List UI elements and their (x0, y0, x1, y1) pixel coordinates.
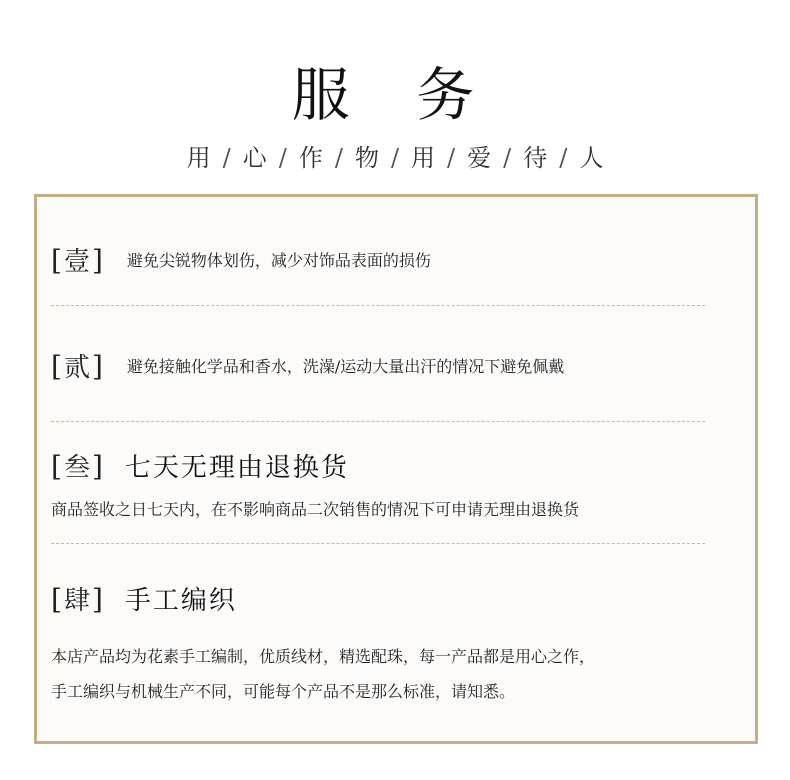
section-heading: 七天无理由退换货 (124, 453, 349, 483)
section-3 (51, 447, 741, 527)
section-number-badge: [贰] (51, 350, 105, 383)
service-panel (34, 194, 758, 744)
subtitle-char: 爱 (467, 144, 492, 172)
section-body-line: 手工编织与机械生产不同，可能每个产品不是那么标准，请知悉。 (51, 682, 516, 701)
section-text: 避免接触化学品和香水，洗澡/运动大量出汗的情况下避免佩戴 (126, 357, 565, 376)
section-number-badge: [叁] (51, 450, 105, 483)
subtitle-char: 人 (579, 144, 604, 172)
dashed-divider (51, 543, 705, 544)
section-number-badge: [壹] (51, 244, 105, 277)
subtitle-separator: / (503, 144, 512, 172)
subtitle-char: 作 (298, 144, 323, 172)
section-number-badge: [肆] (51, 583, 105, 616)
subtitle-separator: / (447, 144, 456, 172)
subtitle-char: 用 (411, 144, 436, 172)
subtitle-separator: / (222, 144, 231, 172)
subtitle-separator: / (390, 144, 400, 172)
subtitle-separator: / (334, 144, 343, 172)
dashed-divider (51, 421, 705, 422)
section-heading: 手工编织 (124, 586, 237, 616)
dashed-divider (51, 305, 705, 306)
section-body: 商品签收之日七天内，在不影响商品二次销售的情况下可申请无理由退换货 (51, 500, 580, 519)
section-4 (51, 580, 741, 709)
subtitle-separator: / (278, 144, 287, 172)
subtitle (0, 138, 790, 173)
section-body-line: 本店产品均为花素手工编制，优质线材，精选配珠，每一产品都是用心之作， (51, 647, 596, 666)
section-text: 避免尖锐物体划伤，减少对饰品表面的损伤 (126, 251, 431, 270)
page-title: 服 务 (291, 61, 499, 129)
subtitle-char: 用 (186, 144, 211, 172)
subtitle-char: 物 (354, 144, 379, 172)
subtitle-separator: / (559, 144, 568, 172)
subtitle-char: 心 (242, 144, 267, 172)
subtitle-char: 待 (523, 144, 548, 172)
section-2 (51, 347, 741, 384)
section-1 (51, 241, 741, 278)
